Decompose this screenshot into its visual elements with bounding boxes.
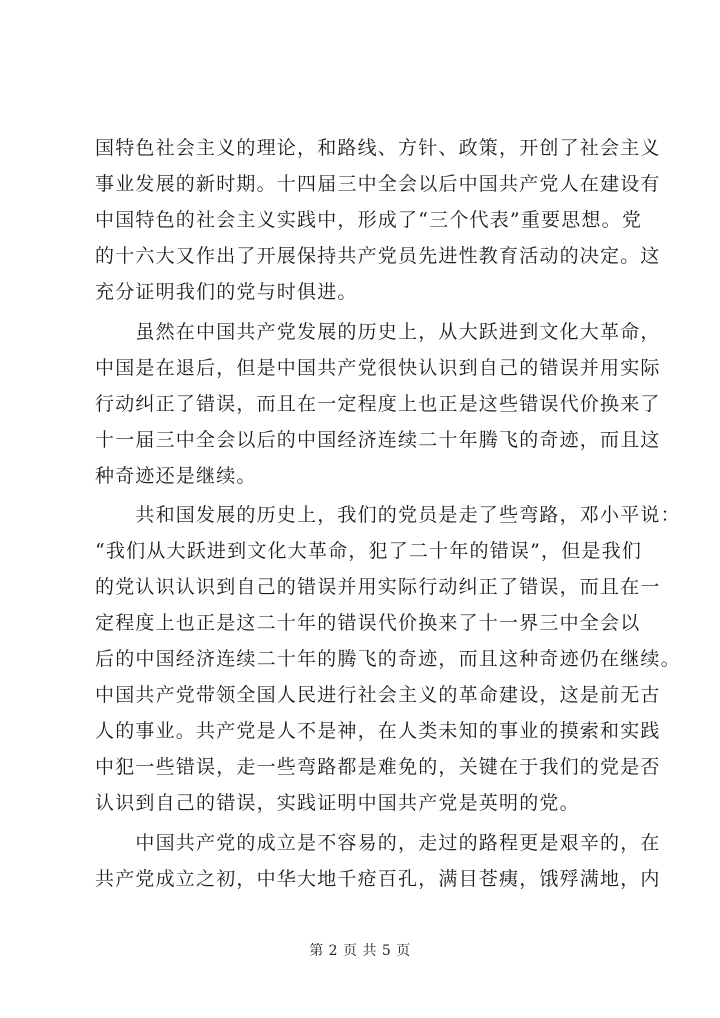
text-line: 中国是在退后，但是中国共产党很快认识到自己的错误并用实际	[95, 357, 661, 379]
text-line: 十一届三中全会以后的中国经济连续二十年腾飞的奇迹，而且这	[95, 429, 661, 451]
text-line: 人的事业。共产党是人不是神，在人类未知的事业的摸索和实践	[95, 720, 661, 742]
text-line: 充分证明我们的党与时俱进。	[95, 281, 358, 303]
text-line: 的十六大又作出了开展保持共产党员先进性教育活动的决定。这	[95, 245, 661, 267]
text-line: 中国共产党的成立是不容易的，走过的路程更是艰辛的，在	[95, 832, 661, 854]
text-line: 虽然在中国共产党发展的历史上，从大跃进到文化大革命，	[95, 321, 661, 343]
text-line: 共和国发展的历史上，我们的党员是走了些弯路，邓小平说：	[95, 504, 681, 526]
text-line: 事业发展的新时期。十四届三中全会以后中国共产党人在建设有	[95, 173, 661, 195]
text-line: 后的中国经济连续二十年的腾飞的奇迹，而且这种奇迹仍在继续。	[95, 648, 681, 670]
text-line: 共产党成立之初，中华大地千疮百孔，满目苍痍，饿殍满地，内	[95, 868, 661, 890]
text-line: 行动纠正了错误，而且在一定程度上也正是这些错误代价换来了	[95, 393, 661, 415]
text-line: 的党认识认识到自己的错误并用实际行动纠正了错误，而且在一	[95, 576, 661, 598]
text-line: 种奇迹还是继续。	[95, 465, 257, 487]
text-line: 中犯一些错误，走一些弯路都是难免的，关键在于我们的党是否	[95, 756, 661, 778]
text-line: 认识到自己的错误，实践证明中国共产党是英明的党。	[95, 792, 580, 814]
page-number-footer: 第 2 页 共 5 页	[309, 943, 411, 959]
text-line: 定程度上也正是这二十年的错误代价换来了十一界三中全会以	[95, 612, 641, 634]
text-line: “我们从大跃进到文化大革命，犯了二十年的错误”，但是我们	[95, 540, 643, 562]
text-line: 中国共产党带领全国人民进行社会主义的革命建设，这是前无古	[95, 684, 661, 706]
text-line: 中国特色的社会主义实践中，形成了“三个代表”重要思想。党	[95, 209, 643, 231]
text-line: 国特色社会主义的理论，和路线、方针、政策，开创了社会主义	[95, 137, 661, 159]
